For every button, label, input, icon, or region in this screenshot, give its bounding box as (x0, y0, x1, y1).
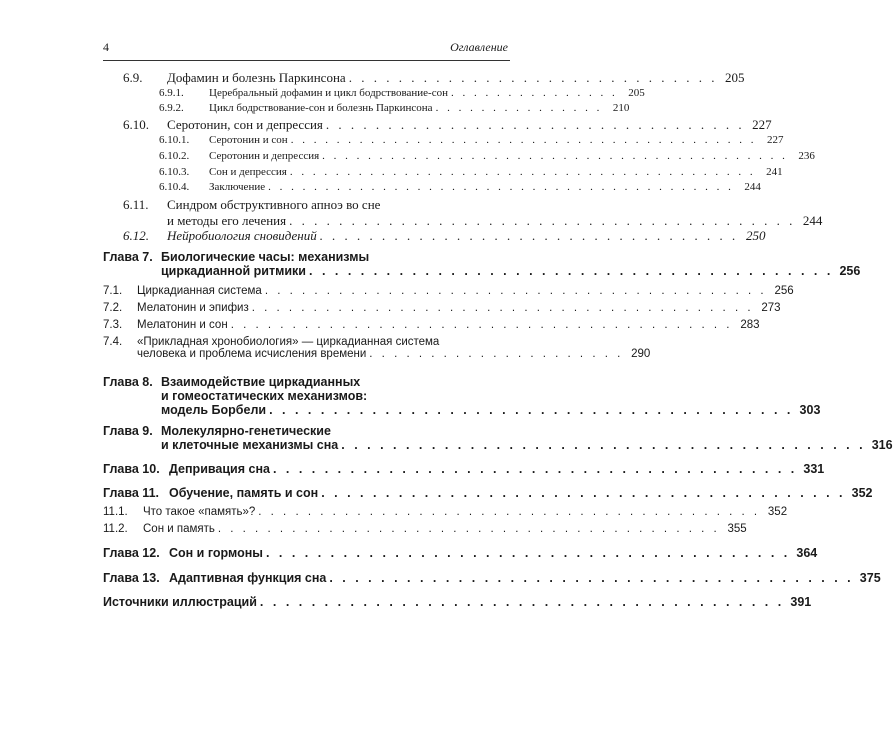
entry-number: 11.2. (103, 523, 128, 535)
entry-page: 244 (744, 181, 761, 193)
entry-number: 6.10. (123, 117, 149, 132)
toc-chapter-8[interactable]: Глава 8. Взаимодействие циркадианных и гомеостатических механизмов: модель Борбели . . . . . . . . . . . . . . . . . . . . . . . . . . . . . . . . . . . . . . . . . 303 (103, 375, 821, 417)
toc-entry-6-10-1[interactable]: 6.10.1. Серотонин и сон . . . . . . . . . . . . . . . . . . . . . . . . . . . . . . . . . . . . . . . . . 227 (159, 134, 784, 146)
entry-page: 227 (766, 134, 784, 146)
toc-entry-6-9[interactable]: 6.9. Дофамин и болезнь Паркинсона . . . . . . . . . . . . . . . . . . . . . . . . . . . . . . 205 (123, 70, 745, 85)
chapter-title: Молекулярно-генетические (161, 424, 331, 438)
toc-entry-6-10-4[interactable]: 6.10.4. Заключение . . . . . . . . . . . . . . . . . . . . . . . . . . . . . . . . . . . . . . . . . 244 (159, 181, 761, 193)
chapter-label: Глава 10. (103, 462, 160, 476)
entry-title: Сон и депрессия (209, 166, 287, 178)
chapter-label: Глава 7. (103, 250, 153, 264)
entry-number: 6.9.2. (159, 102, 184, 114)
entry-title: «Прикладная хронобиология» — циркадианная система (137, 336, 440, 348)
chapter-title-continued: и клеточные механизмы сна (161, 438, 339, 452)
toc-entry-6-10-3[interactable]: 6.10.3. Сон и депрессия . . . . . . . . . . . . . . . . . . . . . . . . . . . . . . . . . . . . . . . . . 241 (159, 166, 783, 178)
entry-title-continued: человека и проблема исчисления времени (137, 348, 367, 360)
entry-title: Серотонин и сон (209, 134, 288, 146)
sources-title: Источники иллюстраций (103, 595, 257, 609)
entry-number: 6.10.2. (159, 150, 190, 162)
entry-title: Синдром обструктивного апноэ во сне (167, 197, 381, 212)
entry-number: 7.2. (103, 302, 123, 314)
chapter-label: Глава 9. (103, 424, 153, 438)
toc-entry-6-12[interactable]: 6.12. Нейробиология сновидений . . . . . . . . . . . . . . . . . . . . . . . . . . . . . . . . . . 250 (123, 228, 766, 243)
toc-illustration-sources[interactable]: Источники иллюстраций . . . . . . . . . . . . . . . . . . . . . . . . . . . . . . . . . . . . . . . . . 391 (103, 595, 812, 609)
header-rule (103, 60, 510, 61)
entry-title: Серотонин и депрессия (209, 150, 320, 162)
toc-entry-6-9-2[interactable]: 6.9.2. Цикл бодрствование-сон и болезнь Паркинсона . . . . . . . . . . . . . . . 210 (159, 102, 630, 114)
entry-title-continued: и методы его лечения (167, 213, 287, 228)
entry-title: Нейробиология сновидений (167, 228, 317, 243)
entry-page: 290 (631, 348, 651, 360)
entry-number: 7.4. (103, 336, 123, 348)
chapter-page: 331 (803, 462, 825, 476)
entry-title: Мелатонин и сон (137, 319, 228, 331)
chapter-page: 316 (871, 438, 893, 452)
chapter-title: Адаптивная функция сна (169, 571, 327, 585)
entry-page: 236 (798, 150, 815, 162)
entry-title: Сон и память (143, 523, 215, 535)
entry-page: 205 (724, 70, 745, 85)
entry-page: 273 (761, 302, 781, 314)
chapter-title: Взаимодействие циркадианных (161, 375, 361, 389)
toc-chapter-12[interactable]: Глава 12. Сон и гормоны . . . . . . . . . . . . . . . . . . . . . . . . . . . . . . . . . . . . . . . . . 364 (103, 546, 818, 560)
chapter-page: 303 (799, 403, 821, 417)
entry-page: 241 (766, 166, 783, 178)
chapter-title-continued: и гомеостатических механизмов: (161, 389, 368, 403)
entry-number: 11.1. (103, 506, 128, 518)
entry-number: 6.11. (123, 197, 149, 212)
chapter-title: Сон и гормоны (169, 546, 263, 560)
chapter-label: Глава 13. (103, 571, 160, 585)
entry-number: 6.10.3. (159, 166, 190, 178)
chapter-title: Обучение, память и сон (169, 486, 319, 500)
toc-chapter-11[interactable]: Глава 11. Обучение, память и сон . . . . . . . . . . . . . . . . . . . . . . . . . . . . . . . . . . . . . . . . . 352 (103, 486, 873, 500)
chapter-label: Глава 11. (103, 486, 159, 500)
chapter-page: 375 (859, 571, 881, 585)
toc-entry-6-10-2[interactable]: 6.10.2. Серотонин и депрессия . . . . . . . . . . . . . . . . . . . . . . . . . . . . . . . . . . . . . . . . . 236 (159, 150, 815, 162)
entry-title: Заключение (209, 181, 266, 193)
chapter-label: Глава 12. (103, 546, 160, 560)
entry-title: Дофамин и болезнь Паркинсона (167, 70, 346, 85)
entry-page: 244 (802, 213, 823, 228)
entry-number: 6.9. (123, 70, 143, 85)
chapter-title: Депривация сна (169, 462, 270, 476)
toc-chapter-9[interactable]: Глава 9. Молекулярно-генетические и клеточные механизмы сна . . . . . . . . . . . . . . . . . . . . . . . . . . . . . . . . . . . . . . . . . 316 (103, 424, 893, 452)
entry-title: Мелатонин и эпифиз (137, 302, 249, 314)
entry-title: Цикл бодрствование-сон и болезнь Паркинсона (209, 102, 433, 114)
chapter-label: Глава 8. (103, 375, 153, 389)
entry-page: 205 (628, 87, 645, 99)
entry-number: 6.10.1. (159, 134, 190, 146)
entry-number: 7.1. (103, 285, 123, 297)
toc-entry-7-4[interactable]: 7.4. «Прикладная хронобиология» — циркадианная система человека и проблема исчисления времени . . . . . . . . . . . . . . . . . . . . . 290 (103, 336, 651, 360)
chapter-page: 364 (796, 546, 818, 560)
entry-page: 352 (767, 506, 788, 518)
running-title: Оглавление (450, 40, 508, 54)
toc-entry-6-11[interactable]: 6.11. Синдром обструктивного апноэ во сне и методы его лечения . . . . . . . . . . . . . . . . . . . . . . . . . . . . . . . . . . . . . . . . . 244 (123, 197, 823, 228)
toc-entry-11-1[interactable]: 11.1. Что такое «память»? . . . . . . . . . . . . . . . . . . . . . . . . . . . . . . . . . . . . . . . . . 352 (103, 506, 788, 518)
toc-entry-7-1[interactable]: 7.1. Циркадианная система . . . . . . . . . . . . . . . . . . . . . . . . . . . . . . . . . . . . . . . . . 256 (103, 285, 794, 297)
toc-entry-7-2[interactable]: 7.2. Мелатонин и эпифиз . . . . . . . . . . . . . . . . . . . . . . . . . . . . . . . . . . . . . . . . . 273 (103, 302, 781, 314)
entry-title: Серотонин, сон и депрессия (167, 117, 323, 132)
entry-page: 250 (745, 228, 766, 243)
page-header (103, 40, 508, 56)
toc-entry-7-3[interactable]: 7.3. Мелатонин и сон . . . . . . . . . . . . . . . . . . . . . . . . . . . . . . . . . . . . . . . . . 283 (103, 319, 760, 331)
page-number: 4 (103, 40, 109, 54)
chapter-title-continued: модель Борбели (161, 403, 267, 417)
entry-title: Что такое «память»? (143, 506, 256, 518)
entry-number: 7.3. (103, 319, 123, 331)
entry-number: 6.12. (123, 228, 149, 243)
chapter-page: 256 (839, 264, 861, 278)
entry-number: 6.10.4. (159, 181, 190, 193)
chapter-page: 352 (851, 486, 873, 500)
toc-chapter-13[interactable]: Глава 13. Адаптивная функция сна . . . . . . . . . . . . . . . . . . . . . . . . . . . . . . . . . . . . . . . . . 375 (103, 571, 881, 585)
chapter-title-continued: циркадианной ритмики (161, 264, 306, 278)
entry-page: 210 (612, 102, 630, 114)
entry-page: 256 (774, 285, 794, 297)
toc-chapter-10[interactable]: Глава 10. Депривация сна . . . . . . . . . . . . . . . . . . . . . . . . . . . . . . . . . . . . . . . . . 331 (103, 462, 825, 476)
entry-page: 355 (727, 523, 747, 535)
entry-number: 6.9.1. (159, 87, 184, 99)
entry-page: 283 (740, 319, 760, 331)
entry-page: 227 (752, 117, 772, 132)
toc-entry-11-2[interactable]: 11.2. Сон и память . . . . . . . . . . . . . . . . . . . . . . . . . . . . . . . . . . . . . . . . . 355 (103, 523, 747, 535)
sources-page: 391 (790, 595, 812, 609)
entry-title: Циркадианная система (137, 285, 262, 297)
toc-entry-6-9-1[interactable]: 6.9.1. Церебральный дофамин и цикл бодрствование-сон . . . . . . . . . . . . . . . 205 (159, 87, 645, 99)
toc-chapter-7[interactable]: Глава 7. Биологические часы: механизмы циркадианной ритмики . . . . . . . . . . . . . . . . . . . . . . . . . . . . . . . . . . . . . . . . . 256 (103, 250, 861, 278)
chapter-title: Биологические часы: механизмы (161, 250, 370, 264)
entry-title: Церебральный дофамин и цикл бодрствование-сон (209, 87, 448, 99)
toc-entry-6-10[interactable]: 6.10. Серотонин, сон и депрессия . . . . . . . . . . . . . . . . . . . . . . . . . . . . . . . . . . 227 (123, 117, 772, 132)
